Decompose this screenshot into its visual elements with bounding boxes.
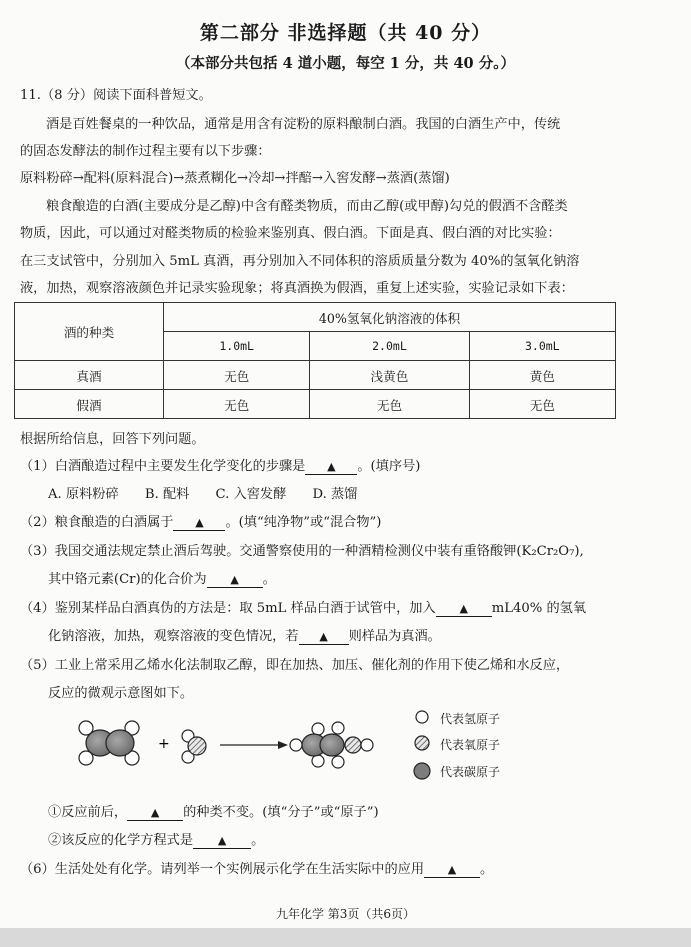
question-text: 。(填“纯净物”或“混合物”) <box>225 515 382 530</box>
question-text: ②该反应的化学方程式是 <box>48 833 194 848</box>
table-header-volume: 40%氢氧化钠溶液的体积 <box>164 303 616 332</box>
question-text: 则样品为真酒。 <box>348 629 441 644</box>
table-volume-header: 2.0mL <box>310 332 469 361</box>
question-11-intro: 11.（8 分）阅读下面科普短文。 <box>20 88 212 103</box>
table-row-label: 假酒 <box>15 390 164 419</box>
question-5-sub-1 <box>48 801 379 821</box>
table-row <box>15 390 616 419</box>
passage-line: 液，加热，观察溶液颜色并记录实验现象；将真酒换为假酒，重复上述实验，实验记录如下表： <box>20 281 574 296</box>
question-text: 。 <box>262 572 276 587</box>
table-header-type: 酒的种类 <box>15 303 164 361</box>
option-b: B. 配料 <box>144 487 190 502</box>
question-5-sub-2 <box>48 829 264 849</box>
carbon-atom-icon <box>414 763 430 779</box>
questions-lead: 根据所给信息，回答下列问题。 <box>20 432 205 447</box>
passage-line: 在三支试管中，分别加入 5mL 真酒，再分别加入不同体积的溶质质量分数为 40%的氢氧化钠溶 <box>20 254 580 269</box>
option-d: D. 蒸馏 <box>312 487 358 502</box>
passage-line: 的固态发酵法的制作过程主要有以下步骤： <box>20 144 271 159</box>
table-cell: 无色 <box>310 390 469 419</box>
bottom-bar <box>0 928 691 947</box>
passage-line: 物质，因此，可以通过对醛类物质的检验来鉴别真、假白酒。下面是真、假白酒的对比实验： <box>20 226 561 241</box>
answer-blank[interactable]: ▲ <box>193 834 251 849</box>
ethylene-molecule <box>79 721 139 765</box>
answer-blank[interactable]: ▲ <box>436 602 492 617</box>
question-3-cont <box>48 568 276 588</box>
question-text: 的种类不变。(填“分子”或“原子”) <box>183 805 379 820</box>
question-text: 。 <box>251 833 265 848</box>
answer-blank[interactable]: ▲ <box>173 516 225 531</box>
answer-blank[interactable]: ▲ <box>305 460 357 475</box>
question-1-options <box>48 483 357 502</box>
process-steps: 原料粉碎→配料(原料混合)→蒸煮糊化→冷却→拌醅→入窖发酵→蒸酒(蒸馏) <box>20 171 450 186</box>
section-subtitle: （本部分共包括 4 道小题，每空 1 分，共 40 分。） <box>176 55 515 72</box>
table-volume-header: 3.0mL <box>469 332 615 361</box>
question-text: 其中铬元素(Cr)的化合价为 <box>48 572 207 587</box>
question-4 <box>20 597 586 617</box>
legend-oxygen: 代表氧原子 <box>440 738 501 752</box>
legend-icons <box>413 708 431 788</box>
question-4-cont <box>48 625 441 645</box>
table-row-label: 真酒 <box>15 361 164 390</box>
question-5: （5）工业上常采用乙烯水化法制取乙醇，即在加热、加压、催化剂的作用下使乙烯和水反应， <box>20 658 570 673</box>
answer-blank[interactable]: ▲ <box>127 806 183 821</box>
legend-hydrogen: 代表氢原子 <box>440 712 501 726</box>
reaction-arrow <box>220 741 288 749</box>
answer-blank[interactable]: ▲ <box>299 630 349 645</box>
table-cell: 无色 <box>164 390 310 419</box>
option-a: A. 原料粉碎 <box>48 487 119 502</box>
water-molecule <box>182 730 206 763</box>
question-6 <box>20 858 493 878</box>
question-text: （1）白酒酿造过程中主要发生化学变化的步骤是 <box>20 459 306 474</box>
question-2 <box>20 511 381 531</box>
question-text: 。 <box>480 862 494 877</box>
question-text: 化钠溶液，加热，观察溶液的变色情况，若 <box>48 629 299 644</box>
question-text: （4）鉴别某样品白酒真伪的方法是：取 5mL 样品白酒于试管中，加入 <box>20 601 436 616</box>
ethanol-molecule <box>290 722 373 768</box>
table-cell: 无色 <box>164 361 310 390</box>
passage-line: 粮食酿造的白酒(主要成分是乙醇)中含有醛类物质，而由乙醇(或甲醇)勾兑的假酒不含醛类 <box>46 199 568 214</box>
hydrogen-atom-icon <box>416 711 428 723</box>
legend-carbon: 代表碳原子 <box>440 765 501 779</box>
option-c: C. 入窖发酵 <box>215 487 287 502</box>
answer-blank[interactable]: ▲ <box>424 863 480 878</box>
table-cell: 无色 <box>469 390 615 419</box>
table-cell: 浅黄色 <box>310 361 469 390</box>
question-3: （3）我国交通法规定禁止酒后驾驶。交通警察使用的一种酒精检测仪中装有重铬酸钾(K₂Cr₂O₇), <box>20 544 584 559</box>
plus-sign: + <box>158 736 170 752</box>
question-text: ①反应前后， <box>48 805 128 820</box>
question-1 <box>20 455 420 475</box>
table-volume-header: 1.0mL <box>164 332 310 361</box>
answer-blank[interactable]: ▲ <box>207 573 263 588</box>
question-text: （2）粮食酿造的白酒属于 <box>20 515 174 530</box>
table-cell: 黄色 <box>469 361 615 390</box>
table-row <box>15 361 616 390</box>
oxygen-atom-icon <box>415 736 429 750</box>
page-footer: 九年化学 第3页（共6页） <box>275 907 416 921</box>
reaction-diagram <box>70 712 400 782</box>
experiment-table <box>14 302 616 419</box>
section-title: 第二部分 非选择题（共 40 分） <box>199 22 492 44</box>
question-text: （6）生活处处有化学。请列举一个实例展示化学在生活实际中的应用 <box>20 862 425 877</box>
question-text: mL40% 的氢氧 <box>491 601 587 616</box>
question-5-cont: 反应的微观示意图如下。 <box>48 686 194 701</box>
passage-line: 酒是百姓餐桌的一种饮品，通常是用含有淀粉的原料酿制白酒。我国的白酒生产中，传统 <box>46 117 561 132</box>
question-text: 。(填序号) <box>357 459 421 474</box>
